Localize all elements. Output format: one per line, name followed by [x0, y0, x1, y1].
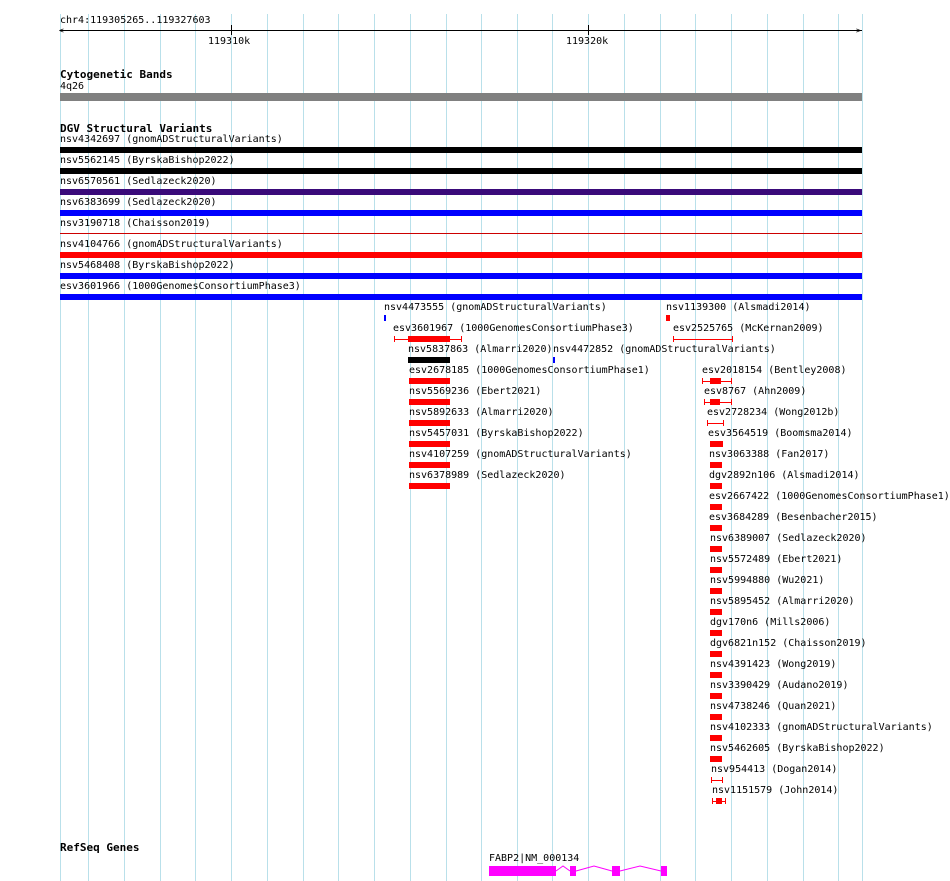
locus-label: chr4:119305265..119327603: [60, 15, 211, 26]
variant-label: nsv5462605 (ByrskaBishop2022): [710, 743, 885, 754]
variant-bar: [710, 504, 722, 510]
variant-bar: [710, 735, 722, 741]
variant-whisker-cap: [731, 378, 732, 384]
grid-line: [374, 14, 375, 881]
variant-label: nsv954413 (Dogan2014): [711, 764, 838, 775]
grid-line: [660, 14, 661, 881]
variant-label: nsv5837863 (Almarri2020): [408, 344, 553, 355]
variant-label: esv8767 (Ahn2009): [704, 386, 807, 397]
variant-label: nsv5892633 (Almarri2020): [409, 407, 554, 418]
ruler-major-tick: [231, 25, 232, 35]
variant-core-bar: [408, 336, 450, 342]
variant-bar: [710, 441, 723, 447]
track-title-dgv: DGV Structural Variants: [60, 122, 213, 135]
grid-line: [481, 14, 482, 881]
variant-whisker-cap: [461, 336, 462, 342]
variant-bar: [409, 399, 450, 405]
variant-bar: [409, 483, 450, 489]
variant-bar: [408, 357, 450, 363]
variant-core-bar: [710, 399, 720, 405]
variant-bar: [710, 546, 722, 552]
variant-label: nsv4342697 (gnomADStructuralVariants): [60, 134, 283, 145]
grid-line: [303, 14, 304, 881]
variant-bar: [710, 756, 722, 762]
variant-label: nsv5569236 (Ebert2021): [409, 386, 542, 397]
variant-bar: [60, 189, 862, 195]
variant-label: nsv5468408 (ByrskaBishop2022): [60, 260, 235, 271]
variant-whisker-cap: [394, 336, 395, 342]
variant-label: nsv4473555 (gnomADStructuralVariants): [384, 302, 607, 313]
variant-whisker-cap: [732, 336, 733, 342]
variant-whisker-cap: [673, 336, 674, 342]
variant-bar: [384, 315, 386, 321]
variant-label: nsv6378989 (Sedlazeck2020): [409, 470, 566, 481]
grid-line: [624, 14, 625, 881]
grid-line: [338, 14, 339, 881]
variant-bar: [710, 714, 722, 720]
variant-label: esv2667422 (1000GenomesConsortiumPhase1): [709, 491, 950, 502]
variant-label: nsv1151579 (John2014): [712, 785, 839, 796]
ruler-right-arrow-icon: >: [856, 26, 861, 35]
variant-label: nsv5895452 (Almarri2020): [710, 596, 855, 607]
variant-label: nsv6383699 (Sedlazeck2020): [60, 197, 217, 208]
variant-label: nsv4107259 (gnomADStructuralVariants): [409, 449, 632, 460]
variant-label: dgv170n6 (Mills2006): [710, 617, 831, 628]
variant-bar: [60, 273, 862, 279]
variant-core-bar: [710, 378, 721, 384]
variant-label: nsv3063388 (Fan2017): [709, 449, 830, 460]
variant-whisker-cap: [704, 399, 705, 405]
variant-whisker-line: [707, 423, 724, 424]
variant-bar: [60, 168, 862, 174]
variant-label: nsv6389007 (Sedlazeck2020): [710, 533, 867, 544]
track-title-cytobands: Cytogenetic Bands: [60, 68, 173, 81]
variant-label: dgv6821n152 (Chaisson2019): [710, 638, 867, 649]
variant-bar: [710, 588, 722, 594]
variant-whisker-line: [673, 339, 733, 340]
variant-bar: [710, 567, 722, 573]
ruler-major-tick: [588, 25, 589, 35]
variant-bar: [409, 378, 450, 384]
variant-bar: [409, 441, 450, 447]
ruler-left-arrow-icon: <: [59, 26, 64, 35]
ruler-tick-label: 119320k: [566, 36, 609, 47]
variant-bar: [666, 315, 670, 321]
variant-whisker-cap: [711, 777, 712, 783]
variant-bar: [710, 693, 722, 699]
variant-label: nsv4104766 (gnomADStructuralVariants): [60, 239, 283, 250]
variant-bar: [710, 651, 722, 657]
variant-label: dgv2892n106 (Alsmadi2014): [709, 470, 860, 481]
variant-label: nsv1139300 (Alsmadi2014): [666, 302, 811, 313]
variant-bar: [710, 525, 722, 531]
variant-label: nsv3390429 (Audano2019): [710, 680, 849, 691]
variant-bar: [60, 252, 862, 258]
variant-whisker-cap: [707, 420, 708, 426]
variant-label: esv2728234 (Wong2012b): [707, 407, 840, 418]
variant-label: esv3684289 (Besenbacher2015): [709, 512, 878, 523]
grid-line: [695, 14, 696, 881]
variant-bar: [60, 233, 862, 234]
variant-label: esv3601967 (1000GenomesConsortiumPhase3): [393, 323, 634, 334]
variant-bar: [710, 630, 722, 636]
variant-bar: [60, 210, 862, 216]
cytoband-bar[interactable]: [60, 93, 862, 101]
variant-label: esv2018154 (Bentley2008): [702, 365, 847, 376]
gene-label: FABP2|NM_000134: [489, 853, 580, 864]
variant-label: nsv4102333 (gnomADStructuralVariants): [710, 722, 933, 733]
variant-whisker-cap: [712, 798, 713, 804]
variant-core-bar: [716, 798, 722, 804]
variant-label: nsv5572489 (Ebert2021): [710, 554, 843, 565]
cytoband-label: 4q26: [60, 81, 85, 92]
variant-label: nsv4472852 (gnomADStructuralVariants): [553, 344, 776, 355]
gene-introns: [489, 860, 669, 880]
variant-label: nsv4391423 (Wong2019): [710, 659, 837, 670]
variant-label: nsv5457031 (ByrskaBishop2022): [409, 428, 584, 439]
variant-bar: [409, 420, 450, 426]
variant-label: nsv3190718 (Chaisson2019): [60, 218, 211, 229]
variant-label: nsv5994880 (Wu2021): [710, 575, 825, 586]
variant-label: esv2525765 (McKernan2009): [673, 323, 824, 334]
track-title-refseq: RefSeq Genes: [60, 841, 140, 854]
variant-bar: [60, 147, 862, 153]
ruler-tick-label: 119310k: [208, 36, 251, 47]
variant-whisker-cap: [731, 399, 732, 405]
variant-label: esv2678185 (1000GenomesConsortiumPhase1): [409, 365, 650, 376]
variant-bar: [409, 462, 450, 468]
variant-bar: [710, 462, 722, 468]
variant-label: nsv5562145 (ByrskaBishop2022): [60, 155, 235, 166]
ruler-line: [60, 30, 862, 31]
variant-label: esv3564519 (Boomsma2014): [708, 428, 853, 439]
variant-whisker-cap: [725, 798, 726, 804]
grid-line: [588, 14, 589, 881]
variant-label: nsv4738246 (Quan2021): [710, 701, 837, 712]
grid-line: [517, 14, 518, 881]
variant-whisker-cap: [722, 777, 723, 783]
grid-line: [446, 14, 447, 881]
variant-bar: [710, 672, 722, 678]
grid-line: [552, 14, 553, 881]
variant-label: esv3601966 (1000GenomesConsortiumPhase3): [60, 281, 301, 292]
variant-whisker-cap: [723, 420, 724, 426]
variant-whisker-cap: [702, 378, 703, 384]
variant-label: nsv6570561 (Sedlazeck2020): [60, 176, 217, 187]
variant-bar: [60, 294, 862, 300]
variant-bar: [710, 483, 722, 489]
variant-bar: [553, 357, 555, 363]
grid-line: [410, 14, 411, 881]
variant-bar: [710, 609, 722, 615]
